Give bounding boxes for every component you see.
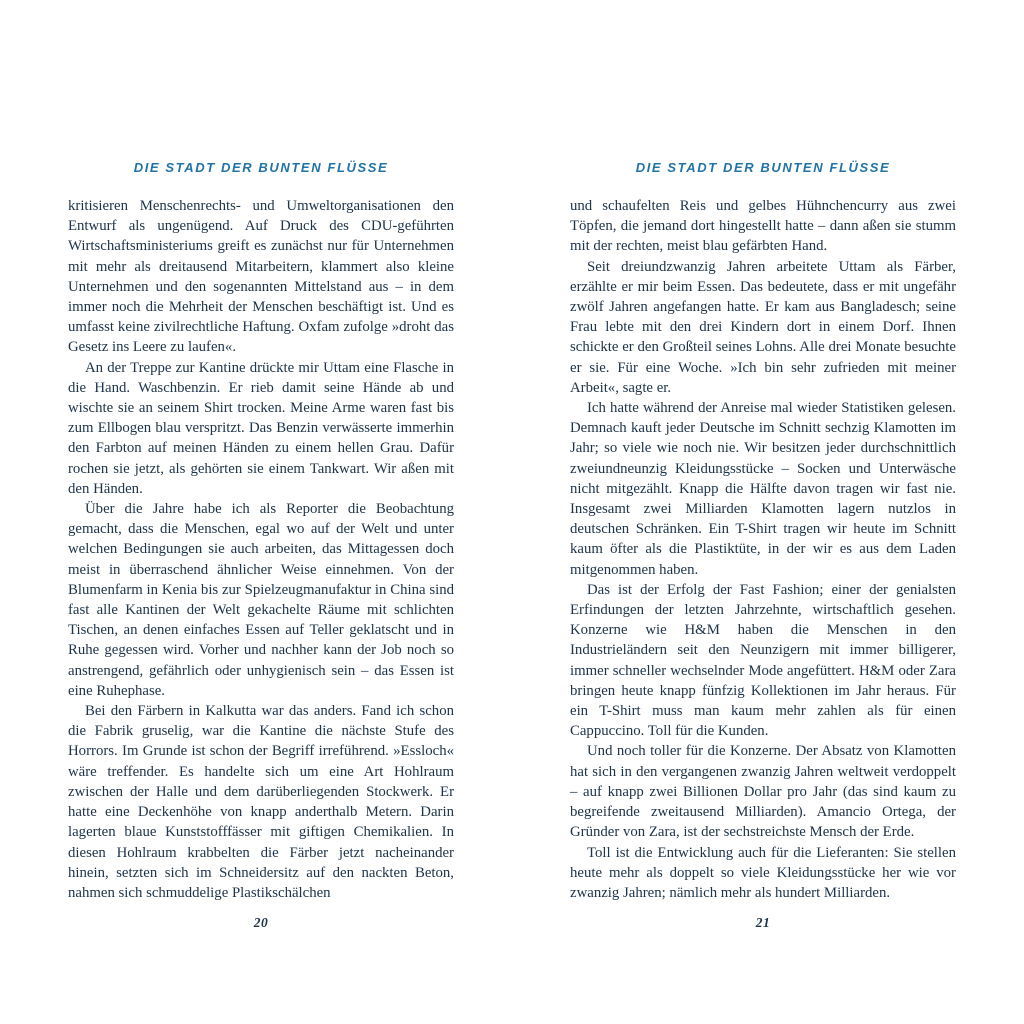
left-page-text [68, 196, 454, 903]
right-running-header: DIE STADT DER BUNTEN FLÜSSE [635, 160, 891, 175]
paragraph: An der Treppe zur Kantine drückte mir Uttam eine Flasche in die Hand. Waschbenzin. Er rieb damit seine Hände ab und wischte sie an seinem Shirt trocken. Meine Arme waren fast bis zum Ellbogen blau verspritzt. Das Benzin verwässerte immerhin den Farbton auf meinen Händen zu einem hellen Grau. Dafür rochen sie jetzt, als gehörten sie einem Tankwart. Wir aßen mit den Händen. [68, 359, 454, 497]
paragraph: Toll ist die Entwicklung auch für die Lieferanten: Sie stellen heute mehr als doppelt so viele Kleidungsstücke her wie vor zwanzig Jahren; nämlich mehr als hundert Milliarden. [570, 844, 956, 901]
paragraph: Und noch toller für die Konzerne. Der Absatz von Klamotten hat sich in den vergangenen zwanzig Jahren weltweit verdoppelt – auf knapp zwei Billionen Dollar pro Jahr (das sind kaum zu begreifende zweitausend Milliarden). Amancio Ortega, der Gründer von Zara, ist der sechstreichste Mensch der Erde. [570, 743, 956, 841]
paragraph: Ich hatte während der Anreise mal wieder Statistiken gelesen. Demnach kauft jeder Deutsche im Schnitt sechzig Klamotten im Jahr; so viele wie noch nie. Wir besitzen jeder durchschnittlich zweiundneunzig Kleidungsstücke – Socken und Unterwäsche nicht mitgezählt. Knapp die Hälfte davon tragen wir fast nie. Insgesamt zwei Milliarden Klamotten lagern nutzlos in deutschen Schränken. Ein T-Shirt tragen wir heute im Schnitt kaum öfter als die Plastiktüte, in der wir es aus dem Laden mitgenommen haben. [570, 400, 956, 578]
paragraph: Seit dreiundzwanzig Jahren arbeitete Uttam als Färber, erzählte er mir beim Essen. Das bedeutete, dass er mit ungefähr zwölf Jahren angefangen hatte. Er kam aus Bangladesch; seine Frau lebte mit den drei Kindern dort in einem Dorf. Ihnen schickte er den Großteil seines Lohns. Alle drei Monate besuchte er sie. Für eine Woche. »Ich bin sehr zufrieden mit meiner Arbeit«, sagte er. [570, 258, 956, 396]
paragraph: Über die Jahre habe ich als Reporter die Beobachtung gemacht, dass die Menschen, egal wo auf der Welt und unter welchen Bedingungen sie auch arbeiten, das Mittagessen doch meist in überraschend ähnlicher Weise einnehmen. Von der Blumenfarm in Kenia bis zur Spielzeugmanufaktur in China sind fast alle Kantinen der Welt gekachelte Räume mit schlichten Tischen, an denen einfaches Essen auf Teller geklatscht und in Ruhe gegessen wird. Vorher und nachher kann der Job noch so anstrengend, gefährlich oder unhygienisch sein – das Essen ist eine Ruhephase. [68, 501, 454, 699]
left-page-number: 20 [253, 915, 269, 931]
right-page [570, 160, 956, 931]
paragraph: Bei den Färbern in Kalkutta war das anders. Fand ich schon die Fabrik gruselig, war die Kantine die nächste Stufe des Horrors. Im Grunde ist schon der Begriff irreführend. »Essloch« wäre treffender. Es handelte sich um eine Art Hohlraum zwischen der Halle und dem darüberliegenden Stockwerk. Er hatte eine Deckenhöhe von knapp anderthalb Metern. Darin lagerten blaue Kunststofffässer mit giftigen Chemikalien. In diesen Hohlraum krabbelten die Färber jetzt nacheinander hinein, setzten sich im Schneidersitz auf den nackten Beton, nahmen sich schmuddelige Plastikschälchen [68, 703, 454, 901]
paragraph: kritisieren Menschenrechts- und Umweltorganisationen den Entwurf als ungenügend. Auf Druck des CDU-geführten Wirtschaftsministeriums greift es zunächst nur für Unternehmen mit mehr als dreitausend Mitarbeitern, klammert also kleine Unternehmen und den sogenannten Mittelstand aus – in dem immer noch die Mehrheit der Menschen beschäftigt ist. Und es umfasst keine zivilrechtliche Haftung. Oxfam zufolge »droht das Gesetz ins Leere zu laufen«. [68, 198, 454, 356]
left-page [68, 160, 454, 931]
paragraph: Das ist der Erfolg der Fast Fashion; einer der genialsten Erfindungen der letzten Jahrzehnte, wirtschaftlich gesehen. Konzerne wie H&M haben die Menschen in den Industrieländern seit den Neunzigern mit immer billigerer, immer schneller wechselnder Mode angefüttert. H&M oder Zara bringen heute knapp fünfzig Kollektionen im Jahr heraus. Für ein T-Shirt muss man kaum mehr zahlen als für einen Cappuccino. Toll für die Kunden. [570, 581, 956, 740]
left-running-header: DIE STADT DER BUNTEN FLÜSSE [133, 160, 389, 175]
right-page-text [570, 196, 956, 903]
paragraph: und schaufelten Reis und gelbes Hühnchencurry aus zwei Töpfen, die jemand dort hingestellt hatte – dann aßen sie stumm mit der rechten, meist blau gefärbten Hand. [570, 198, 956, 255]
right-page-number: 21 [755, 915, 771, 931]
